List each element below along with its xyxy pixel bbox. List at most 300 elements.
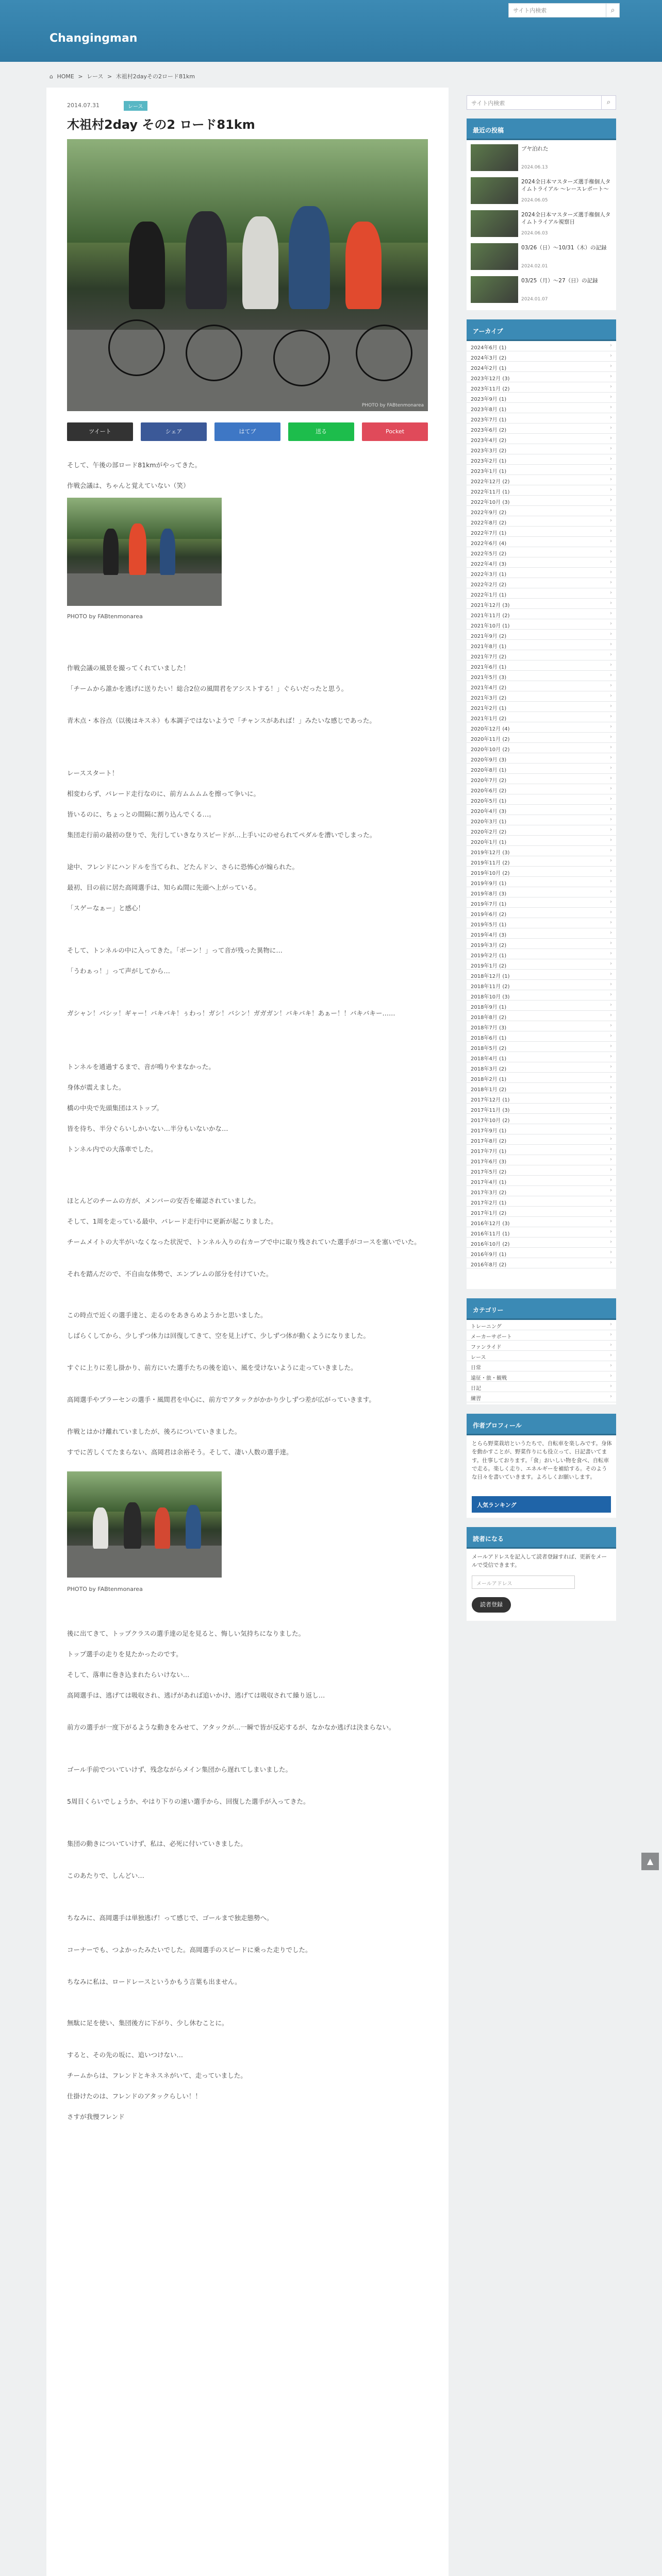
chevron-right-icon: › (610, 724, 612, 730)
archive-item-label: 2021年8月 (1) (471, 644, 507, 650)
archive-item-label: 2020年8月 (1) (471, 768, 507, 773)
facebook-share-button[interactable]: シェア (141, 422, 207, 441)
chevron-right-icon: › (610, 425, 612, 431)
archive-item[interactable] (467, 1238, 616, 1248)
archive-item[interactable] (467, 568, 616, 578)
archive-item-label: 2021年1月 (2) (471, 716, 507, 722)
paragraph: 青木点・本谷点（以後はキスネ）も本調子ではないようで「チャンスがあれば！」みたいな感じであった。 (67, 717, 376, 724)
archive-item-label: 2023年4月 (2) (471, 438, 507, 444)
post-thumbnail[interactable] (471, 144, 518, 171)
chevron-right-icon: › (610, 1157, 612, 1162)
archive-item[interactable] (467, 1155, 616, 1165)
archive-item[interactable] (467, 794, 616, 805)
archive-item[interactable] (467, 1258, 616, 1268)
chevron-right-icon: › (610, 1394, 612, 1399)
race-photo-2 (67, 1471, 222, 1578)
chevron-right-icon: › (610, 384, 612, 389)
site-title[interactable]: Changingman (49, 32, 138, 45)
archive-item[interactable] (467, 887, 616, 897)
breadcrumb-home[interactable]: HOME (57, 73, 74, 80)
reader-heading: 読者になる (467, 1527, 616, 1549)
archive-item-label: 2018年6月 (1) (471, 1036, 507, 1041)
paragraph: 前方の選手が一度下がるような動きをみせて、アタックが…一瞬で皆が反応するが、なかなか逃げは決まらない。 (67, 1723, 395, 1731)
post-thumbnail[interactable] (471, 276, 518, 303)
archive-item-label: 2017年12月 (1) (471, 1097, 510, 1103)
archive-item[interactable] (467, 1207, 616, 1217)
paragraph: 作戦会議は、ちゃんと覚えていない（笑） (67, 482, 190, 489)
archive-item-label: 2018年10月 (3) (471, 994, 510, 1000)
archive-item[interactable] (467, 1011, 616, 1021)
archive-item-label: 2023年1月 (1) (471, 469, 507, 474)
archive-item[interactable] (467, 382, 616, 393)
archive-item-label: 2018年2月 (1) (471, 1077, 507, 1082)
chevron-right-icon: › (610, 806, 612, 812)
chevron-right-icon: › (610, 600, 612, 606)
archive-item-label: 2021年4月 (2) (471, 685, 507, 691)
recent-posts-heading: 最近の投稿 (467, 118, 616, 140)
chevron-right-icon: › (610, 992, 612, 997)
category-item[interactable] (467, 1392, 616, 1402)
archive-item[interactable] (467, 1093, 616, 1104)
archive-item-label: 2017年2月 (1) (471, 1200, 507, 1206)
archive-item[interactable] (467, 671, 616, 681)
archive-item[interactable] (467, 341, 616, 351)
archive-item[interactable] (467, 743, 616, 753)
archive-item[interactable] (467, 1114, 616, 1124)
chevron-right-icon: › (610, 621, 612, 626)
chevron-right-icon: › (610, 1363, 612, 1368)
subscribe-button[interactable]: 読者登録 (472, 1597, 511, 1613)
archive-item[interactable] (467, 650, 616, 660)
archive-item[interactable] (467, 753, 616, 764)
paragraph: ガシャン！バシッ！ギャー！バキバキ！ぅわっ！ガシ！バシン！ガガガン！バキバキ！あぁー！！バキバキー…… (67, 1009, 395, 1017)
archive-item[interactable] (467, 691, 616, 702)
scroll-top-button[interactable] (641, 1853, 659, 1870)
archive-item-label: 2020年5月 (1) (471, 799, 507, 804)
chevron-right-icon: › (610, 559, 612, 565)
archive-item[interactable] (467, 867, 616, 877)
archive-item[interactable] (467, 403, 616, 413)
archive-item[interactable] (467, 702, 616, 712)
paragraph: この時点で近くの選手達と、走るのをあきらめようかと思いました。 (67, 1311, 267, 1319)
category-badge[interactable]: レース (124, 101, 147, 111)
pocket-button[interactable]: Pocket (362, 422, 428, 441)
line-send-button[interactable]: 送る (288, 422, 354, 441)
chevron-right-icon: › (610, 1188, 612, 1193)
category-item[interactable] (467, 1330, 616, 1341)
paragraph: 集団の動きについていけず、私は、必死に付いていきました。 (67, 1840, 247, 1848)
chevron-right-icon: › (610, 775, 612, 781)
hero-photo (67, 139, 428, 411)
chevron-right-icon: › (610, 817, 612, 822)
list-item[interactable] (471, 243, 612, 272)
archive-item-label: 2023年6月 (2) (471, 428, 507, 433)
chevron-right-icon: › (610, 1249, 612, 1255)
chevron-right-icon: › (610, 755, 612, 760)
archive-item[interactable] (467, 434, 616, 444)
archive-item-label: 2019年12月 (3) (471, 850, 510, 856)
category-item[interactable] (467, 1341, 616, 1351)
archive-item-label: 2019年2月 (1) (471, 953, 507, 959)
paragraph: ちなみに、高岡選手は単独逃げ！って感じで、ゴールまで独走態勢へ。 (67, 1914, 273, 1922)
paragraph: 仕掛けたのは、フレンドのアタックらしい！！ (67, 2092, 202, 2100)
archive-item-label: 2023年9月 (1) (471, 397, 507, 402)
chevron-right-icon: › (610, 693, 612, 699)
archive-item[interactable] (467, 609, 616, 619)
paragraph: 無駄に足を使い、集団後方に下がり、少し休むことに。 (67, 2019, 228, 2027)
archive-item[interactable] (467, 351, 616, 362)
archive-item-label: 2019年10月 (2) (471, 871, 510, 876)
post-thumbnail[interactable] (471, 243, 518, 270)
archive-item[interactable] (467, 660, 616, 671)
recent-post-date: 2024.02.01 (521, 264, 548, 269)
ranking-banner-label: 人気ランキング (477, 1502, 517, 1509)
archive-item[interactable] (467, 722, 616, 733)
category-item-label: メーカーサポート (471, 1334, 512, 1340)
chevron-right-icon: › (610, 1146, 612, 1152)
paragraph: 相変わらず、パレード走行なのに、前方ムムムムを擦って争いに。 (67, 790, 260, 798)
archive-item-label: 2022年10月 (3) (471, 500, 510, 505)
category-item-label: 日常 (471, 1365, 481, 1371)
tweet-button[interactable]: ツイート (67, 422, 133, 441)
archive-item[interactable] (467, 423, 616, 434)
archive-item[interactable] (467, 444, 616, 454)
recent-post-title[interactable]: 03/25（月）〜27（日）の記録 (521, 278, 598, 284)
archive-item[interactable] (467, 990, 616, 1001)
breadcrumb-sep: > (107, 73, 112, 80)
chevron-right-icon: › (610, 507, 612, 513)
chevron-right-icon: › (610, 1177, 612, 1183)
archive-item-label: 2021年3月 (2) (471, 696, 507, 701)
paragraph: このあたりで、しんどい… (67, 1872, 144, 1879)
archive-item[interactable] (467, 939, 616, 949)
chevron-right-icon: › (610, 1332, 612, 1337)
archive-item[interactable] (467, 970, 616, 980)
paragraph: 集団走行前の最初の登りで、先行していきなりスピードが…上手いにのせられてペダルを漕いでしまった。 (67, 831, 376, 839)
archive-item[interactable] (467, 959, 616, 970)
category-item[interactable] (467, 1382, 616, 1392)
chevron-right-icon: › (610, 641, 612, 647)
chevron-right-icon: › (610, 1198, 612, 1204)
category-item-label: ファンライド (471, 1345, 502, 1350)
archive-item[interactable] (467, 1001, 616, 1011)
chevron-right-icon: › (610, 796, 612, 802)
paragraph: 皆を待ち、半分ぐらいしかいない…半分もいないかな… (67, 1125, 228, 1132)
archive-item-label: 2017年6月 (3) (471, 1159, 507, 1165)
profile-heading: 作者プロフィール (467, 1414, 616, 1435)
chevron-right-icon: › (610, 538, 612, 544)
archive-item-label: 2020年9月 (3) (471, 757, 507, 763)
chevron-right-icon: › (610, 1352, 612, 1358)
archive-item-label: 2019年6月 (2) (471, 912, 507, 918)
list-item[interactable] (471, 276, 612, 305)
chevron-right-icon: › (610, 580, 612, 585)
paragraph: そして、午後の部ロード81kmがやってきた。 (67, 461, 202, 469)
archive-item[interactable] (467, 413, 616, 423)
archive-item[interactable] (467, 897, 616, 908)
recent-post-date: 2024.01.07 (521, 297, 548, 302)
chevron-right-icon: › (610, 404, 612, 410)
post-thumbnail[interactable] (471, 210, 518, 237)
archive-item[interactable] (467, 393, 616, 403)
archive-item-label: 2017年11月 (3) (471, 1108, 510, 1113)
recent-post-date: 2024.06.03 (521, 231, 548, 236)
archive-item-label: 2018年8月 (2) (471, 1015, 507, 1021)
archive-item[interactable] (467, 1042, 616, 1052)
archive-item-label: 2016年8月 (2) (471, 1262, 507, 1268)
paragraph: 「スゲーなぁー」と感心！ (67, 904, 145, 912)
chevron-right-icon: › (610, 909, 612, 915)
archive-item-label: 2021年11月 (2) (471, 613, 510, 619)
chevron-right-icon: › (610, 394, 612, 400)
header-search-input[interactable]: サイト内検索 (508, 3, 606, 18)
archive-item[interactable] (467, 1227, 616, 1238)
chevron-right-icon: › (610, 497, 612, 503)
archive-item[interactable] (467, 454, 616, 465)
archive-item[interactable] (467, 1134, 616, 1145)
category-item[interactable] (467, 1361, 616, 1371)
recent-post-title[interactable]: 03/26（日）〜10/31（木）の記録 (521, 245, 607, 251)
category-item-label: トレーニング (471, 1324, 502, 1330)
archive-item-label: 2019年3月 (2) (471, 943, 507, 948)
archive-item-label: 2020年4月 (3) (471, 809, 507, 815)
search-icon[interactable]: ⌕ (602, 95, 616, 110)
chevron-right-icon: › (610, 1074, 612, 1080)
archive-item-label: 2022年6月 (4) (471, 541, 507, 547)
archive-item[interactable] (467, 485, 616, 496)
archive-item[interactable] (467, 805, 616, 815)
archive-item-label: 2016年12月 (3) (471, 1221, 510, 1227)
recent-post-title[interactable]: 2024全日本マスターズ選手権個人タイムトライアル ～レースレポート～ (521, 179, 611, 193)
archive-item[interactable] (467, 506, 616, 516)
paragraph: 後に出てきて、トップクラスの選手達の足を見ると、悔しい気持ちになりました。 (67, 1630, 305, 1637)
archive-item[interactable] (467, 475, 616, 485)
archive-item-label: 2020年3月 (1) (471, 819, 507, 825)
archive-item[interactable] (467, 928, 616, 939)
archive-item[interactable] (467, 640, 616, 650)
archive-item[interactable] (467, 1217, 616, 1227)
archive-item[interactable] (467, 1104, 616, 1114)
archive-item[interactable] (467, 1124, 616, 1134)
archive-item[interactable] (467, 372, 616, 382)
archive-item[interactable] (467, 588, 616, 599)
paragraph: 作戦会議の風景を撮ってくれていました！ (67, 664, 190, 672)
archive-item[interactable] (467, 630, 616, 640)
chevron-right-icon: › (610, 981, 612, 987)
archive-item[interactable] (467, 949, 616, 959)
chevron-right-icon: › (610, 569, 612, 575)
paragraph: 高岡選手やブラーセンの選手・風間君を中心に、前方でアタックがかかり少しずつ差が広がっていきます。 (67, 1396, 375, 1403)
paragraph: そして、落車に巻き込まれたらいけない… (67, 1671, 190, 1679)
chevron-right-icon: › (610, 672, 612, 678)
profile-text: とらら野菜栽培というたちで、自転車を楽しみです。身体を動かすことが、野菜作りにも役立って、日記書いてます。仕事しております。「食」おいしい物を食べ、自転車で走る。楽しく走り、エネルギーを補給する。そのような日々を書いていきます。よろしくお願いします。 (472, 1440, 612, 1481)
archive-item-label: 2022年2月 (2) (471, 582, 507, 588)
chevron-right-icon: › (610, 878, 612, 884)
archive-item[interactable] (467, 496, 616, 506)
paragraph: 「うわぁっ！」って声がしてから… (67, 967, 170, 975)
photo-caption: PHOTO by FABtenmonarea (67, 613, 143, 620)
chevron-right-icon: › (610, 1105, 612, 1111)
chevron-right-icon: › (610, 1342, 612, 1348)
archive-item[interactable] (467, 918, 616, 928)
chevron-right-icon: › (610, 1373, 612, 1379)
archive-item[interactable] (467, 908, 616, 918)
archive-item-label: 2020年10月 (2) (471, 747, 510, 753)
archive-item[interactable] (467, 1021, 616, 1031)
archive-item-label: 2018年1月 (2) (471, 1087, 507, 1093)
archive-item-label: 2017年9月 (1) (471, 1128, 507, 1134)
chevron-right-icon: › (610, 590, 612, 596)
chevron-right-icon: › (610, 1002, 612, 1008)
home-icon: ⌂ (49, 73, 53, 80)
archive-item[interactable] (467, 362, 616, 372)
archive-item[interactable] (467, 1062, 616, 1073)
archive-item[interactable] (467, 578, 616, 588)
list-item[interactable] (471, 144, 612, 173)
chevron-right-icon: › (610, 1260, 612, 1265)
paragraph: ゴール手前でついていけず、残念ながらメイン集団から遅れてしまいました。 (67, 1766, 292, 1773)
hatebu-button[interactable]: はてブ (214, 422, 280, 441)
post-thumbnail[interactable] (471, 177, 518, 204)
chevron-right-icon: › (610, 899, 612, 905)
chevron-right-icon: › (610, 343, 612, 348)
archive-item[interactable] (467, 1186, 616, 1196)
paragraph: さすが我慢フレンド (67, 2113, 125, 2121)
paragraph: 高岡選手は、逃げては吸収され、逃げがあれば追いかけ、逃げては吸収されて繰り返し… (67, 1691, 325, 1699)
archive-item-label: 2017年7月 (1) (471, 1149, 507, 1155)
archive-item-label: 2018年5月 (2) (471, 1046, 507, 1052)
chevron-right-icon: › (610, 1012, 612, 1018)
archive-item[interactable] (467, 877, 616, 887)
paragraph: チームメイトの大半がいなくなった状況で、トンネル入りの右カーブで中に取り残されていた選手がコースを塞いでいた。 (67, 1238, 421, 1246)
paragraph: すると、その先の坂に、追いつけない… (67, 2051, 184, 2059)
chevron-right-icon: › (610, 1218, 612, 1224)
breadcrumb-category[interactable]: レース (87, 73, 104, 80)
archive-item[interactable] (467, 1176, 616, 1186)
breadcrumb-current: 木祖村2dayその2ロード81km (115, 73, 195, 80)
chevron-right-icon: › (610, 518, 612, 523)
search-icon[interactable]: ⌕ (606, 3, 620, 18)
archive-item-label: 2016年9月 (1) (471, 1252, 507, 1258)
category-list (467, 1320, 616, 1404)
chevron-right-icon: › (610, 765, 612, 771)
archive-item-label: 2022年7月 (1) (471, 531, 507, 536)
archive-item[interactable] (467, 733, 616, 743)
sidebar-search-input[interactable]: サイト内検索 (467, 95, 602, 110)
archive-item[interactable] (467, 712, 616, 722)
archive-item[interactable] (467, 815, 616, 825)
archive-item[interactable] (467, 599, 616, 609)
archive-item[interactable] (467, 1052, 616, 1062)
archive-item[interactable] (467, 764, 616, 774)
chevron-right-icon: › (610, 435, 612, 441)
archive-item[interactable] (467, 980, 616, 990)
category-item[interactable] (467, 1351, 616, 1361)
ranking-banner[interactable] (472, 1496, 611, 1513)
archive-item-label: 2024年6月 (1) (471, 345, 507, 351)
archive-item[interactable] (467, 1248, 616, 1258)
chevron-right-icon: › (610, 1136, 612, 1142)
paragraph: ほとんどのチームの方が、メンバーの安否を確認されていました。 (67, 1197, 260, 1205)
archive-item[interactable] (467, 557, 616, 568)
chevron-right-icon: › (610, 662, 612, 668)
paragraph: トンネル内での大落車でした。 (67, 1145, 157, 1153)
archive-item[interactable] (467, 774, 616, 784)
archive-item-label: 2021年6月 (1) (471, 665, 507, 670)
archive-item[interactable] (467, 1196, 616, 1207)
paragraph: トップ選手の走りを見たかったのです。 (67, 1650, 183, 1658)
archive-item-label: 2017年5月 (2) (471, 1170, 507, 1175)
archive-item[interactable] (467, 856, 616, 867)
chevron-right-icon: › (610, 930, 612, 936)
archive-item-label: 2018年9月 (1) (471, 1005, 507, 1010)
archive-item-label: 2023年8月 (1) (471, 407, 507, 413)
archive-item[interactable] (467, 516, 616, 527)
archive-item-label: 2018年12月 (1) (471, 974, 510, 979)
archive-item[interactable] (467, 784, 616, 794)
archive-item-label: 2022年1月 (1) (471, 592, 507, 598)
archive-item-label: 2020年2月 (2) (471, 829, 507, 835)
chevron-right-icon: › (610, 714, 612, 719)
archive-item-label: 2019年7月 (1) (471, 902, 507, 907)
chevron-right-icon: › (610, 1383, 612, 1389)
paragraph: ちなみに私は、ロードレースというかもう言葉も出ません。 (67, 1978, 241, 1986)
category-heading: カテゴリー (467, 1298, 616, 1320)
chevron-right-icon: › (610, 611, 612, 616)
archive-item-label: 2019年9月 (1) (471, 881, 507, 887)
archive-item-label: 2017年8月 (2) (471, 1139, 507, 1144)
share-buttons (67, 422, 428, 441)
chevron-right-icon: › (610, 786, 612, 791)
archive-item[interactable] (467, 1031, 616, 1042)
paragraph: 最初、目の前に居た高岡選手は、知らぬ間に先頭へ上がっている。 (67, 884, 261, 891)
archive-item[interactable] (467, 537, 616, 547)
archive-item[interactable] (467, 1165, 616, 1176)
category-item[interactable] (467, 1320, 616, 1330)
email-field[interactable]: メールアドレス (472, 1575, 575, 1589)
chevron-right-icon: › (610, 837, 612, 843)
archive-item[interactable] (467, 547, 616, 557)
chevron-right-icon: › (610, 549, 612, 554)
list-item[interactable] (471, 177, 612, 206)
chevron-right-icon: › (610, 734, 612, 740)
archive-item[interactable] (467, 846, 616, 856)
category-item[interactable] (467, 1371, 616, 1382)
archive-item[interactable] (467, 619, 616, 630)
chevron-right-icon: › (610, 961, 612, 967)
chevron-right-icon: › (610, 1321, 612, 1327)
archive-item[interactable] (467, 465, 616, 475)
photo-credit: PHOTO by FABtenmonarea (361, 403, 424, 408)
archive-item-label: 2023年11月 (2) (471, 386, 510, 392)
archive-item-label: 2021年12月 (3) (471, 603, 510, 608)
archive-item[interactable] (467, 527, 616, 537)
archive-item[interactable] (467, 825, 616, 836)
archive-item[interactable] (467, 836, 616, 846)
archive-item[interactable] (467, 1073, 616, 1083)
list-item[interactable] (471, 210, 612, 239)
chevron-right-icon: › (610, 1115, 612, 1121)
chevron-right-icon: › (610, 1208, 612, 1214)
archive-item-label: 2018年4月 (1) (471, 1056, 507, 1062)
archive-item[interactable] (467, 1145, 616, 1155)
archive-item[interactable] (467, 681, 616, 691)
chevron-right-icon: › (610, 1126, 612, 1131)
recent-post-title[interactable]: ブヤ泊れた (521, 146, 549, 152)
chevron-right-icon: › (610, 1095, 612, 1100)
recent-post-title[interactable]: 2024全日本マスターズ選手権個人タイムトライアル視察日 (521, 212, 611, 226)
archive-item[interactable] (467, 1083, 616, 1093)
